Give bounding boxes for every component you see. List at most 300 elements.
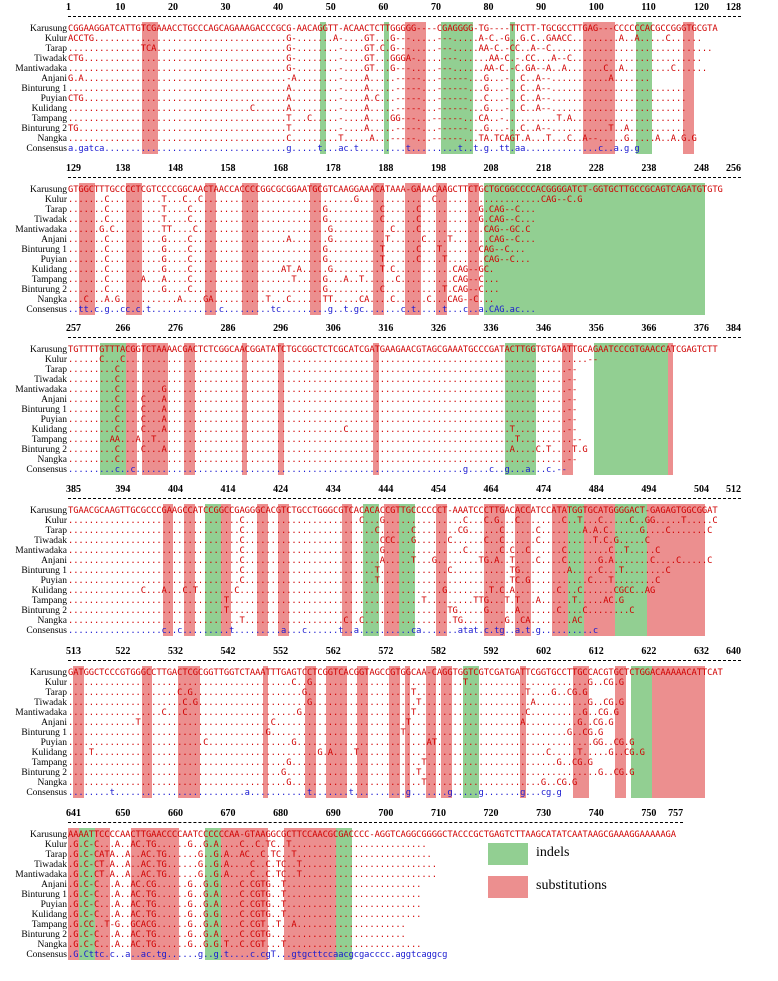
ruler-tick-label: 612: [588, 646, 604, 657]
sequence-row: [0, 255, 778, 265]
taxon-label: Consensus: [26, 144, 67, 154]
taxon-label: Binturung 2: [21, 768, 67, 778]
sequence-text: GTGGCTTTGCCCCTCGTCCCCGGCAACTAACCACCCCGGCGCGGAATGCGTCAAGGAAACATAAA-GAAACAAGCTTCTGCTGCGGCCCCACGGGGATCT-GGTGCTTGCCGCAGTCAGATGTGTG: [68, 185, 723, 195]
sequence-row: [0, 698, 778, 708]
legend-swatch-indels: [488, 843, 528, 865]
taxon-label: Mantiwadaka: [15, 225, 67, 235]
taxon-label: Kulidang: [31, 748, 67, 758]
ruler-tick-label: 650: [115, 808, 131, 819]
taxon-label: Mantiwadaka: [15, 708, 67, 718]
taxon-label: Tiwadak: [34, 698, 67, 708]
consensus-row: [0, 788, 778, 798]
position-ruler: [0, 646, 778, 658]
sequence-row: [0, 285, 778, 295]
ruler-tick-label: 582: [430, 646, 446, 657]
ruler-tick-label: 730: [536, 808, 552, 819]
alignment-block-2: [0, 163, 778, 319]
ruler-tick-label: 513: [66, 646, 81, 657]
taxon-label: Kulur: [44, 840, 67, 850]
ruler-line: [68, 177, 741, 178]
sequence-row: [0, 124, 778, 134]
ruler-tick-label: 504: [693, 484, 709, 495]
ruler-tick-label: 670: [220, 808, 236, 819]
ruler-tick-label: 168: [273, 163, 289, 174]
ruler-tick-label: 680: [273, 808, 289, 819]
taxon-label: Anjani: [41, 556, 67, 566]
sequence-text: .........C....C...A..................................C...............................T..........--: [68, 425, 578, 435]
sequence-row: [0, 185, 778, 195]
sequence-text: .......C......A...A....C...................T.....G...A..T......C..........CAG--C...: [68, 275, 500, 285]
sequence-row: [0, 688, 778, 698]
sequence-row: [0, 225, 778, 235]
sequence-row: [0, 526, 778, 536]
sequence-row: [0, 616, 778, 626]
taxon-label: Binturung 2: [21, 930, 67, 940]
ruler-tick-label: 542: [220, 646, 236, 657]
sequence-text: G.A.......................................-A........-....A.....-----...------...G...-..C..A--...........A.......: [68, 74, 650, 84]
taxon-label: Puyian: [40, 738, 67, 748]
ruler-tick-label: 148: [167, 163, 183, 174]
ruler-tick-label: 238: [641, 163, 657, 174]
ruler-tick-label: 740: [588, 808, 604, 819]
legend-item-substitutions: [488, 876, 688, 898]
taxon-label: Binturung 1: [21, 890, 67, 900]
taxon-label: Puyian: [40, 415, 67, 425]
taxon-label: Kulur: [44, 678, 67, 688]
taxon-label: Consensus: [26, 465, 67, 475]
ruler-tick-label: 90: [536, 2, 547, 13]
ruler-tick-label: 494: [641, 484, 657, 495]
position-ruler: [0, 808, 778, 820]
sequence-row: [0, 506, 778, 516]
taxon-label: Consensus: [26, 626, 67, 636]
taxon-label: Anjani: [41, 74, 67, 84]
sequence-row: [0, 678, 778, 688]
ruler-tick-label: 414: [220, 484, 236, 495]
ruler-tick-label: 394: [115, 484, 131, 495]
consensus-sequence: .........c..c...............................................................g....c..g...a...c.--: [68, 465, 567, 475]
ruler-tick-label: 316: [378, 323, 394, 334]
sequence-row: [0, 576, 778, 586]
legend-label-substitutions: substitutions: [536, 878, 607, 893]
taxon-label: Nangka: [37, 940, 67, 950]
taxon-label: Kulidang: [31, 425, 67, 435]
sequence-text: .G.C.CT.A..A..AC.TG......G..G.A....C..C.TC..T..........................: [68, 870, 437, 880]
taxon-label: Tampang: [31, 596, 67, 606]
ruler-tick-label: 376: [693, 323, 709, 334]
sequence-row: [0, 516, 778, 526]
taxon-label: Binturung 2: [21, 606, 67, 616]
sequence-row: [0, 445, 778, 455]
sequence-text: .......C..........T...C..C.............................G..............C....................CAG--C.G: [68, 195, 583, 205]
ruler-tick-label: 385: [66, 484, 81, 495]
sequence-row: [0, 235, 778, 245]
ruler-tick-label: 129: [66, 163, 81, 174]
legend-swatch-substitutions: [488, 876, 528, 898]
sequence-text: .G.C-CATA..A..AC.TG......G..G.A..AC..C.TC..T..........................: [68, 850, 432, 860]
sequence-text: .G.C-C...A..AC.TG......G..G.A....C.CGTG..........................: [68, 930, 406, 940]
sequence-row: [0, 778, 778, 788]
taxon-label: Mantiwadaka: [15, 546, 67, 556]
ruler-tick-label: 286: [220, 323, 236, 334]
ruler-tick-label: 20: [167, 2, 178, 13]
sequence-text: ..............TCA.........................G-........-....GT.C.G---.....---.....AA-C.-CC..A--C...............................: [68, 44, 713, 54]
sequence-text: .......C..........G....C.........................G..........C...........T.CAG--C...: [68, 285, 500, 295]
ruler-tick-label: 366: [641, 323, 657, 334]
sequence-text: .........C....C...A.............................................................................--: [68, 415, 578, 425]
sequence-row: [0, 748, 778, 758]
ruler-tick-label: 120: [693, 2, 709, 13]
sequence-row: [0, 375, 778, 385]
ruler-tick-label: 178: [325, 163, 341, 174]
taxon-label: Consensus: [26, 950, 67, 960]
sequence-text: CGGAAGGATCATTGTCGAAACCTGCCCAGCAGAAAGACCCGCG-AACAGGTT-ACAACTCTTGGGGG----CGAGGGG-TG----TTCTT-TGCGCCTTGAG---CCCCCCACGCCGGGTGCGTA: [68, 24, 718, 34]
ruler-tick-label: 100: [588, 2, 604, 13]
sequence-row: [0, 84, 778, 94]
ruler-tick-label: 40: [273, 2, 284, 13]
ruler-tick-label: 660: [167, 808, 183, 819]
sequence-text: ........AA...A..T.....................................................................T..........--: [68, 435, 583, 445]
taxon-label: Puyian: [40, 576, 67, 586]
sequence-text: TG........................................T.........-....A.....-----...------...G...-..C..A--...........T..A...........: [68, 124, 687, 134]
ruler-tick-label: 700: [378, 808, 394, 819]
sequence-text: .........C....C...A..................................................................A....C.T....T.G: [68, 445, 588, 455]
ruler-tick-label: 750: [641, 808, 657, 819]
ruler-tick-label: 532: [167, 646, 183, 657]
ruler-line: [68, 822, 683, 823]
sequence-text: .G.C-C...A..AC.TG......G..G.G.T..C.CGT...T..........................: [68, 940, 422, 950]
sequence-text: .........C......................................................................................--: [68, 375, 578, 385]
sequence-text: GATGGCTCCCGTGGGCCTTGACTCGCGGTTGGTCTAAATTTGAGTCCTCGGTCACGGTAGCCGTGGCAA-CAGGTGGTCGTCGATGATTCGGTGCCTTGCCACGTGCTCTGGACAAAAACATTCAT: [68, 668, 723, 678]
ruler-tick-label: 592: [483, 646, 499, 657]
taxon-label: Tampang: [31, 275, 67, 285]
sequence-text: .G.C-CT.A..A..AC.TG......G..G.A....C..C.TC..T..........................: [68, 860, 437, 870]
taxon-label: Binturung 2: [21, 445, 67, 455]
sequence-text: ..........................................G.........................T.........................G..CG.G: [68, 758, 593, 768]
consensus-sequence: .G.Cttc.c..a..ac.tg......g..g.t....c.cgT...gtgcttccaacgcgacccc.aggtcaggcg: [68, 950, 448, 960]
taxon-label: Binturung 1: [21, 245, 67, 255]
ruler-tick-label: 356: [588, 323, 604, 334]
ruler-tick-label: 622: [641, 646, 657, 657]
sequence-text: .................................C......................C...G...............C...C.G...C........C..T...C.....C..GG.....T.....C: [68, 516, 718, 526]
sequence-row: [0, 536, 778, 546]
consensus-row: [0, 144, 778, 154]
sequence-text: ..............................T..........................................TG.....G.....A.......C....C........C: [68, 606, 635, 616]
sequence-row: [0, 606, 778, 616]
ruler-tick-label: 60: [378, 2, 389, 13]
consensus-row: [0, 305, 778, 315]
sequence-text: .........C......................................................................................--: [68, 455, 578, 465]
ruler-tick-label: 296: [273, 323, 289, 334]
ruler-tick-label: 404: [167, 484, 183, 495]
ruler-line: [68, 16, 741, 17]
ruler-tick-label: 256: [726, 163, 742, 174]
sequence-row: [0, 728, 778, 738]
sequence-text: .......C..........G....C.................AT.A.....G.........T.C...........CAG--GC.: [68, 265, 495, 275]
ruler-line: [68, 498, 741, 499]
sequence-row: [0, 455, 778, 465]
sequence-text: .................................C.........................C......C........CG......C......C........A.A.C......G....C.......C: [68, 526, 713, 536]
sequence-text: ......................................G.........................T...............................G..CG.G: [68, 728, 604, 738]
taxon-label: Tarap: [45, 688, 67, 698]
sequence-text: ......................C.G.....................G....................T.....................A..........G..CG.G: [68, 698, 624, 708]
taxon-label: Tampang: [31, 758, 67, 768]
taxon-label: Tarap: [45, 365, 67, 375]
sequence-row: [0, 415, 778, 425]
sequence-text: TGAACGCAAGTTGCGCCCGAAGCCATCCGGCCGAGGGCACGTCTGCCTGGGCGTCACACACCGTTGCCCCCCT-AAATCCCTTGACACCATCCATATGGTGCATGGGGACT-GAGAGTGGCGGAT: [68, 506, 718, 516]
taxon-label: Binturung 1: [21, 728, 67, 738]
sequence-text: ..........................................G.........................T......................G..CG.G: [68, 778, 578, 788]
taxon-label: Tampang: [31, 435, 67, 445]
ruler-tick-label: 1: [66, 2, 71, 13]
sequence-row: [0, 295, 778, 305]
ruler-tick-label: 757: [668, 808, 684, 819]
sequence-text: ....T...........................................G.A....T....................................C.....T.....G..CG.G: [68, 748, 645, 758]
ruler-tick-label: 454: [430, 484, 446, 495]
taxon-label: Tarap: [45, 850, 67, 860]
sequence-text: ..............................T.....................................T.........TTG...T.T...A......T.....AC.G: [68, 596, 624, 606]
sequence-text: ......C...C.........................................................................................--: [68, 355, 599, 365]
taxon-label: Tiwadak: [34, 860, 67, 870]
ruler-tick-label: 640: [726, 646, 742, 657]
taxon-label: Binturung 2: [21, 285, 67, 295]
ruler-tick-label: 70: [430, 2, 441, 13]
taxon-label: Kulur: [44, 34, 67, 44]
sequence-row: [0, 74, 778, 84]
sequence-row: [0, 215, 778, 225]
sequence-text: .................................C..........................CCC...G......C......C..C......C..........T.C.G.....C: [68, 536, 650, 546]
taxon-label: Tarap: [45, 205, 67, 215]
taxon-label: Karusung: [30, 506, 67, 516]
sequence-row: [0, 405, 778, 415]
taxon-label: Binturung 1: [21, 405, 67, 415]
sequence-text: ..................C...C.....................G.....................T.....................C..........G..CG.G: [68, 708, 619, 718]
position-ruler: [0, 484, 778, 496]
ruler-tick-label: 138: [115, 163, 131, 174]
ruler-tick-label: 218: [536, 163, 552, 174]
sequence-text: .G.C-C...A..AC.TG......G..G.A....C..C.TC..T..........................: [68, 840, 427, 850]
alignment-block-1: [0, 2, 778, 158]
sequence-text: ...C...A.G...........A....GA..........T...C......TT.....CA....C......C...CAG--C...: [68, 295, 495, 305]
sequence-row: [0, 275, 778, 285]
taxon-label: Puyian: [40, 255, 67, 265]
position-ruler: [0, 2, 778, 14]
sequence-text: .....................C.G.....................G....................T.....................T....G..CG.G: [68, 688, 588, 698]
ruler-tick-label: 80: [483, 2, 494, 13]
sequence-text: .G.C-C...A..AC.CG......G..G.G....C.CGTG..T..........................: [68, 880, 422, 890]
sequence-text: .................................C..........................A.....T...G........TG.A..T....C....C......G.A.......C....C.....C: [68, 556, 713, 566]
alignment-block-5: [0, 646, 778, 802]
consensus-sequence: ..................c..c.........t.........a...c......t..a..........ca.......atat.c.tg..a.t.g..........c: [68, 626, 599, 636]
taxon-label: Anjani: [41, 880, 67, 890]
sequence-text: .......C..........T....C.........................G..........C......C...........G.CAG--C...: [68, 215, 536, 225]
taxon-label: Kulur: [44, 516, 67, 526]
position-ruler: [0, 323, 778, 335]
sequence-row: [0, 114, 778, 124]
taxon-label: Tarap: [45, 526, 67, 536]
legend-label-indels: indels: [536, 845, 570, 860]
consensus-sequence: ..tt.c.g..cc.c.t.............c.........tc.........g..t.gc.......c.t.....t...c..a.CAG.ac...: [68, 305, 536, 315]
ruler-tick-label: 198: [430, 163, 446, 174]
ruler-tick-label: 188: [378, 163, 394, 174]
sequence-text: .G.C-C...A..AC.TG......G..G.A....C.CGTG..T..........................: [68, 900, 422, 910]
taxon-label: Puyian: [40, 900, 67, 910]
taxon-label: Anjani: [41, 235, 67, 245]
alignment-block-3: [0, 323, 778, 479]
sequence-row: [0, 24, 778, 34]
ruler-tick-label: 248: [693, 163, 709, 174]
sequence-row: [0, 768, 778, 778]
sequence-text: .G.C-C...A..AC.TG......G..G.G....C.CGTG..T..........................: [68, 910, 422, 920]
ruler-tick-label: 552: [273, 646, 289, 657]
sequence-text: .......C..........T....C.........................G..........C......C...........G.CAG--C...: [68, 205, 536, 215]
sequence-text: .........C....C...A.............................................................................--: [68, 395, 578, 405]
ruler-tick-label: 266: [115, 323, 131, 334]
taxon-label: Nangka: [37, 455, 67, 465]
sequence-text: .........C........G.............................................................................--: [68, 385, 578, 395]
sequence-row: [0, 830, 778, 840]
sequence-text: .G.C-C...A..AC.TG......G..G.A....C.CGTG..T..........................: [68, 890, 422, 900]
sequence-row: [0, 556, 778, 566]
ruler-tick-label: 720: [483, 808, 499, 819]
consensus-row: [0, 950, 778, 960]
consensus-row: [0, 626, 778, 636]
taxon-label: Binturung 2: [21, 124, 67, 134]
sequence-row: [0, 94, 778, 104]
taxon-label: Kulur: [44, 195, 67, 205]
sequence-row: [0, 910, 778, 920]
sequence-text: .......C..........G....C.........................G..........T......C....T.......CAG--C...: [68, 255, 531, 265]
position-ruler: [0, 163, 778, 175]
sequence-row: [0, 758, 778, 768]
sequence-text: ACCTG.....................................G-.......A-....GT...G---.....---.....A-C.-G..G.C..GAACC.........A..A.....C......: [68, 34, 702, 44]
legend-item-indels: [488, 843, 688, 865]
taxon-label: Binturung 1: [21, 566, 67, 576]
ruler-tick-label: 641: [66, 808, 81, 819]
taxon-label: Nangka: [37, 616, 67, 626]
ruler-tick-label: 276: [167, 323, 183, 334]
sequence-text: .................................C.........................T.........................TC.G...........C...T........C: [68, 576, 661, 586]
sequence-text: .............T.........................C.........................T.....................A..........G..CG.G: [68, 718, 614, 728]
taxon-label: Kulur: [44, 355, 67, 365]
consensus-sequence: a.gatca...................................g.....t...ac.t.........t.........t..t.g..tt.aa..............c..a.g.g: [68, 144, 640, 154]
sequence-text: ...................................C......A.........-....A.....-----...------...G...-..C..A--..........................: [68, 104, 687, 114]
sequence-row: [0, 435, 778, 445]
sequence-text: CTG.......................................A.........-....A.C...-----...------...C...-..C..A--..........................: [68, 94, 687, 104]
sequence-text: .................................T...................C..C.................TG........G..CA........AC: [68, 616, 583, 626]
sequence-row: [0, 385, 778, 395]
ruler-tick-label: 464: [483, 484, 499, 495]
taxon-label: Mantiwadaka: [15, 385, 67, 395]
taxon-label: Nangka: [37, 778, 67, 788]
ruler-tick-label: 424: [273, 484, 289, 495]
ruler-tick-label: 512: [726, 484, 742, 495]
sequence-text: .................................C..........................G...............C......C.C..C......C........C..T.....C: [68, 546, 661, 556]
ruler-line: [68, 660, 741, 661]
taxon-label: Anjani: [41, 395, 67, 405]
ruler-line: [68, 337, 741, 338]
sequence-row: [0, 205, 778, 215]
taxon-label: Puyian: [40, 94, 67, 104]
ruler-tick-label: 690: [325, 808, 341, 819]
taxon-label: Binturung 1: [21, 84, 67, 94]
taxon-label: Tampang: [31, 114, 67, 124]
sequence-row: [0, 718, 778, 728]
taxon-label: Karusung: [30, 185, 67, 195]
ruler-tick-label: 336: [483, 323, 499, 334]
sequence-row: [0, 134, 778, 144]
sequence-row: [0, 44, 778, 54]
sequence-text: .G.CC..T-G..GCACG......G..G.A....C.CGT..T..A.....................: [68, 920, 406, 930]
taxon-label: Tiwadak: [34, 375, 67, 385]
sequence-text: AAAATTCCCCAACTTGAACCCCAATCCCCCCAA-GTAAGGCGCTTCCAACGCGACCCC-AGGTCAGGCGGGGCTACCCGCTGAGTCTTAAGCATATCAATAAGCGAAAGGAAAAAGA: [68, 830, 676, 840]
sequence-text: ...........................................C..G.............................T.......................G..CG.G: [68, 678, 624, 688]
sequence-row: [0, 395, 778, 405]
taxon-label: Karusung: [30, 345, 67, 355]
sequence-row: [0, 566, 778, 576]
sequence-row: [0, 940, 778, 950]
sequence-row: [0, 345, 778, 355]
ruler-tick-label: 306: [325, 323, 341, 334]
sequence-text: TGTTTTGTTTACGGTCTAAAACGACTCTCGGCAACGGATATCTGCGGCTCTCGCATCGATGAAGAACGTAGCGAAATGCCCGATACTTGGTGTGAATTGCAGAATCCCGTGAACCATCGAGTCTT: [68, 345, 718, 355]
ruler-tick-label: 632: [693, 646, 709, 657]
sequence-text: .................................C.........................T.............C...........TG.........A.....C...T........C: [68, 566, 671, 576]
sequence-row: [0, 265, 778, 275]
taxon-label: Kulidang: [31, 586, 67, 596]
taxon-label: Tiwadak: [34, 215, 67, 225]
ruler-tick-label: 522: [115, 646, 131, 657]
ruler-tick-label: 208: [483, 163, 499, 174]
alignment-block-4: [0, 484, 778, 640]
taxon-label: Consensus: [26, 788, 67, 798]
taxon-label: Mantiwadaka: [15, 870, 67, 880]
sequence-row: [0, 355, 778, 365]
sequence-text: CTG.......................................G-........-....GT...GGGA-.....---......AA-C.-.CC...A--C.........................: [68, 54, 702, 64]
ruler-tick-label: 30: [220, 2, 231, 13]
sequence-row: [0, 34, 778, 44]
ruler-tick-label: 572: [378, 646, 394, 657]
sequence-row: [0, 54, 778, 64]
sequence-row: [0, 708, 778, 718]
sequence-row: [0, 738, 778, 748]
ruler-tick-label: 384: [726, 323, 742, 334]
taxon-label: Nangka: [37, 295, 67, 305]
sequence-row: [0, 586, 778, 596]
sequence-row: [0, 668, 778, 678]
taxon-label: Tampang: [31, 920, 67, 930]
sequence-text: ..........................C................G.........................AT..............................GG..CG.G: [68, 738, 635, 748]
ruler-tick-label: 257: [66, 323, 81, 334]
taxon-label: Karusung: [30, 668, 67, 678]
sequence-row: [0, 195, 778, 205]
ruler-tick-label: 710: [430, 808, 446, 819]
ruler-tick-label: 110: [641, 2, 656, 13]
taxon-label: Kulidang: [31, 910, 67, 920]
sequence-text: ..........................................T...C.....-....A....GG---...------...CA..-..........T.A......................: [68, 114, 687, 124]
sequence-text: ..............C...A...C.T.......C.......................................G........T.C.A........C...C......CGCC..AG: [68, 586, 656, 596]
taxon-label: Karusung: [30, 24, 67, 34]
sequence-text: ..........................................C.........T.....A...-----...------...TA.TCAGT.A...T...C..A--.....G.....A..A.G.G: [68, 134, 697, 144]
consensus-row: [0, 465, 778, 475]
consensus-sequence: ........t.........................a...........t.......t..........g.......g.....g.......g...cg.g: [68, 788, 562, 798]
sequence-row: [0, 245, 778, 255]
ruler-tick-label: 158: [220, 163, 236, 174]
ruler-tick-label: 602: [536, 646, 552, 657]
taxon-label: Nangka: [37, 134, 67, 144]
taxon-label: Kulidang: [31, 104, 67, 114]
ruler-tick-label: 326: [430, 323, 446, 334]
sequence-row: [0, 930, 778, 940]
